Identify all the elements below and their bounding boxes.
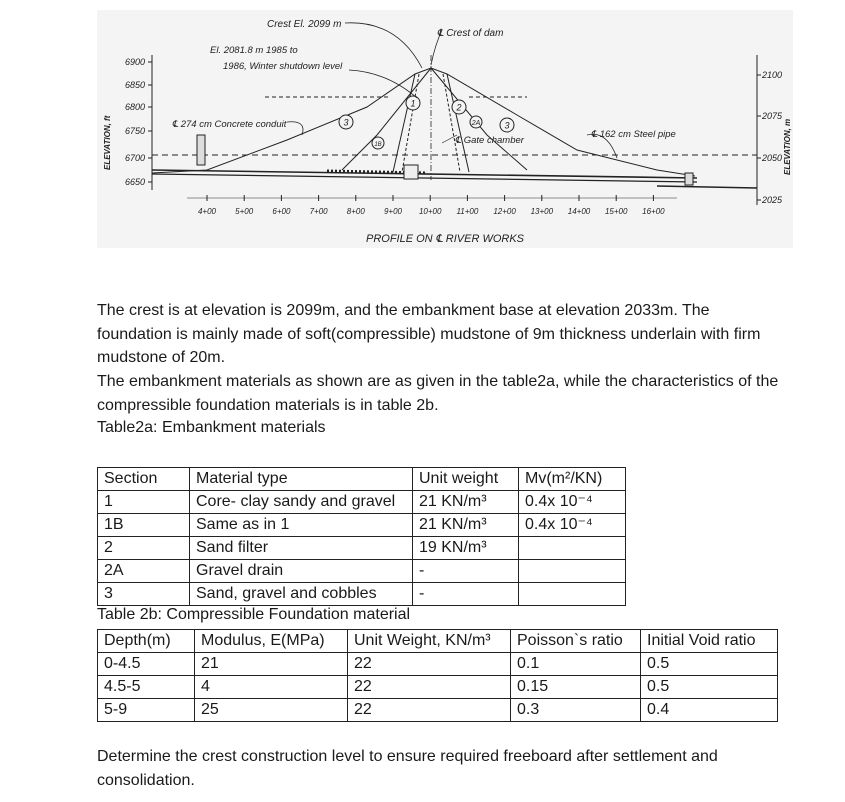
left-axis-ticks [125, 57, 152, 187]
table-row [98, 653, 778, 676]
table-row [98, 583, 626, 606]
table2b-caption: Table 2b: Compressible Foundation material [97, 606, 411, 623]
cell: 4.5-5 [98, 676, 195, 699]
left-axis-title: ELEVATION, ft [103, 115, 112, 170]
header-cell: Poisson`s ratio [511, 630, 641, 653]
cell: 0.4 [641, 699, 778, 722]
cell: 1B [98, 514, 190, 537]
station-label: 13+00 [530, 207, 554, 216]
crest-of-dam-label: ℄ Crest of dam [437, 28, 504, 39]
cell: 19 KN/m³ [413, 537, 519, 560]
cell [519, 537, 626, 560]
paragraph-question: Determine the crest construction level to ensure required freeboard after settlement and consolidation. [97, 748, 718, 789]
cell: 1 [98, 491, 190, 514]
cell: Gravel drain [190, 560, 413, 583]
dam-profile-figure [97, 10, 793, 248]
left-tick: 6800 [124, 102, 145, 112]
header-cell: Mv(m²/KN) [519, 468, 626, 491]
table-embankment-materials [97, 467, 626, 606]
header-cell: Depth(m) [98, 630, 195, 653]
cell: 22 [348, 676, 511, 699]
cell: 0.15 [511, 676, 641, 699]
left-tick: 6650 [124, 177, 145, 187]
cell: 3 [98, 583, 190, 606]
table-row [98, 560, 626, 583]
header-cell: Section [98, 468, 190, 491]
header-cell: Modulus, E(MPa) [195, 630, 348, 653]
left-tick: 6750 [124, 126, 145, 136]
zone-label: 3 [343, 117, 349, 128]
right-axis-title: ELEVATION, m [783, 118, 792, 175]
right-tick: 2100 [762, 70, 783, 80]
cell: 0.1 [511, 653, 641, 676]
station-label: 9+00 [383, 207, 403, 216]
cell: 0.5 [641, 676, 778, 699]
cell: 21 KN/m³ [413, 491, 519, 514]
header-cell: Unit weight [413, 468, 519, 491]
table-foundation-material [97, 629, 778, 722]
station-label: 8+00 [346, 207, 365, 216]
zone-label: 1 [410, 98, 416, 109]
crest-elevation-label: Crest El. 2099 m [267, 19, 342, 30]
station-label: 4+00 [197, 207, 217, 216]
cell [519, 560, 626, 583]
station-label: 10+00 [418, 207, 442, 216]
cell: - [413, 583, 519, 606]
figure-caption: PROFILE ON ℄ RIVER WORKS [365, 233, 525, 245]
cell: 22 [348, 699, 511, 722]
cell: Sand, gravel and cobbles [190, 583, 413, 606]
cell: 0.5 [641, 653, 778, 676]
station-label: 14+00 [567, 207, 591, 216]
cell: 0-4.5 [98, 653, 195, 676]
table-header-row [98, 468, 626, 491]
cell: - [413, 560, 519, 583]
steel-pipe-label: ℄ 162 cm Steel pipe [591, 129, 676, 140]
cell: Same as in 1 [190, 514, 413, 537]
left-tick: 6850 [124, 80, 145, 90]
cell: 0.4x 10⁻⁴ [519, 491, 626, 514]
table-row [98, 699, 778, 722]
table2a-caption: Table2a: Embankment materials [97, 419, 326, 436]
paragraph-crest-foundation: The crest is at elevation is 2099m, and the embankment base at elevation 2033m. The foundation is mainly made of soft(compressible) mudstone of 9m thickness underlain with firm mudstone of 20m. [97, 302, 761, 366]
cell: Sand filter [190, 537, 413, 560]
table-row [98, 491, 626, 514]
shutdown-label-1: El. 2081.8 m 1985 to [210, 45, 298, 56]
cell: 2 [98, 537, 190, 560]
cell: 22 [348, 653, 511, 676]
station-label: 7+00 [309, 207, 328, 216]
station-label: 16+00 [642, 207, 665, 216]
gate-chamber-label: ℄ Gate chamber [455, 135, 524, 146]
left-tick: 6700 [124, 153, 145, 163]
cell: 0.3 [511, 699, 641, 722]
paragraph-materials: The embankment materials as shown are as given in the table2a, while the characteristics of the compressible foundation materials is in table 2b. [97, 373, 779, 414]
station-label: 5+00 [235, 207, 254, 216]
cell: Core- clay sandy and gravel [190, 491, 413, 514]
station-label: 15+00 [604, 207, 628, 216]
cell: 21 [195, 653, 348, 676]
table-row [98, 537, 626, 560]
conduit-label: ℄ 274 cm Concrete conduit [172, 119, 287, 130]
cell [519, 583, 626, 606]
shutdown-label-2: 1986, Winter shutdown level [223, 61, 343, 72]
zone-label: 1B [374, 142, 382, 148]
cell: 5-9 [98, 699, 195, 722]
left-tick: 6900 [124, 57, 145, 67]
cell: 2A [98, 560, 190, 583]
right-tick: 2075 [762, 111, 783, 121]
table-row [98, 676, 778, 699]
header-cell: Unit Weight, KN/m³ [348, 630, 511, 653]
header-cell: Initial Void ratio [641, 630, 778, 653]
zone-label: 3 [504, 120, 510, 131]
right-tick: 2025 [762, 195, 783, 205]
station-label: 12+00 [493, 207, 516, 216]
table-header-row [98, 630, 778, 653]
station-label: 6+00 [272, 207, 291, 216]
header-cell: Material type [190, 468, 413, 491]
zone-label: 2A [471, 120, 481, 127]
table-row [98, 514, 626, 537]
right-tick: 2050 [762, 153, 783, 163]
cell: 21 KN/m³ [413, 514, 519, 537]
cell: 0.4x 10⁻⁴ [519, 514, 626, 537]
station-label: 11+00 [456, 207, 479, 216]
cell: 25 [195, 699, 348, 722]
zone-label: 2 [456, 102, 462, 113]
cell: 4 [195, 676, 348, 699]
